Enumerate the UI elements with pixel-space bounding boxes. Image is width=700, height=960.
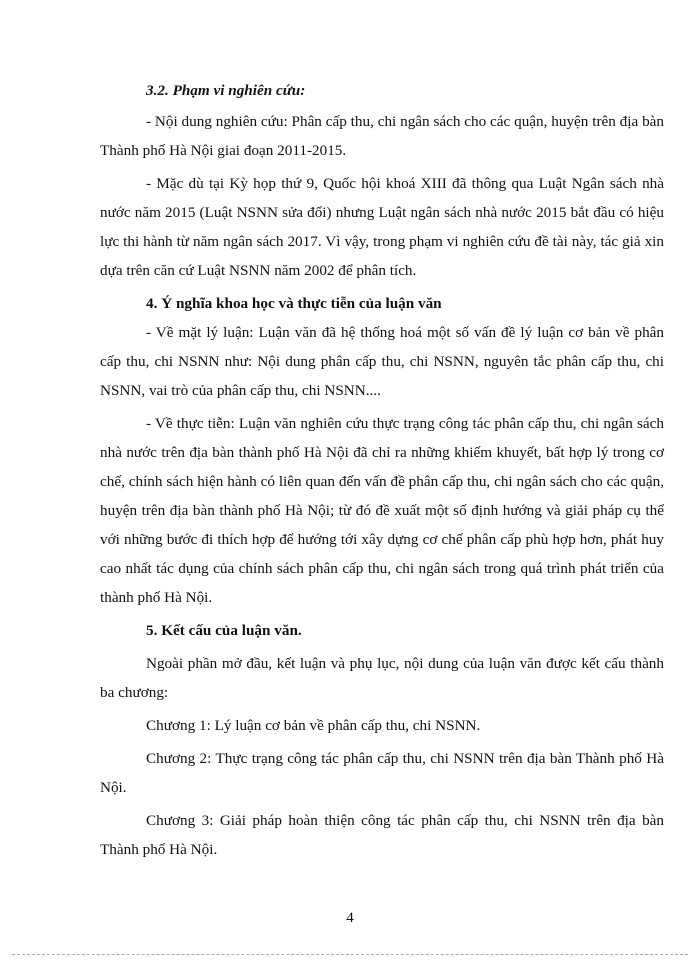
chapter-1: Chương 1: Lý luận cơ bản về phân cấp thu, chi NSNN. <box>146 717 481 734</box>
chapter-2: Chương 2: Thực trạng công tác phân cấp thu, chi NSNN trên địa bàn Thành phố Hà Nội. <box>100 750 664 796</box>
section-5-heading: 5. Kết cấu của luận văn. <box>146 622 302 639</box>
page-number: 4 <box>346 910 354 926</box>
section-4-heading: 4. Ý nghĩa khoa học và thực tiễn của luận văn <box>146 295 442 312</box>
paragraph-practice: - Về thực tiễn: Luận văn nghiên cứu thực trạng công tác phân cấp thu, chi ngân sách nhà nước trên địa bàn thành phố Hà Nội đã chỉ ra những khiếm khuyết, bất hợp lý trong cơ chế, chính sách hiện hành có liên quan đến vấn đề phân cấp thu, chi ngân sách cho các quận, huyện trên địa bàn thành phố Hà Nội; từ đó đề xuất một số định hướng và giải pháp cụ thể với những bước đi thích hợp để hướng tới xây dựng cơ chế phân cấp phù hợp hơn, phát huy cao nhất tác dụng của chính sách phân cấp thu, chi ngân sách trong quá trình phát triển của thành phố Hà Nội. <box>100 415 664 606</box>
section-3-2-heading: 3.2. Phạm vi nghiên cứu: <box>146 82 306 99</box>
page-body <box>100 76 664 864</box>
paragraph-law-note: - Mặc dù tại Kỳ họp thứ 9, Quốc hội khoá XIII đã thông qua Luật Ngân sách nhà nước năm 2015 (Luật NSNN sửa đổi) nhưng Luật ngân sách nhà nước 2015 bắt đầu có hiệu lực thi hành từ năm ngân sách 2017. Vì vậy, trong phạm vi nghiên cứu đề tài này, tác giả xin dựa trên căn cứ Luật NSNN năm 2002 để phân tích. <box>100 175 664 279</box>
page-bottom-divider <box>12 954 688 955</box>
paragraph-research-content: - Nội dung nghiên cứu: Phân cấp thu, chi ngân sách cho các quận, huyện trên địa bàn Thành phố Hà Nội giai đoạn 2011-2015. <box>100 113 664 159</box>
paragraph-theory: - Về mặt lý luận: Luận văn đã hệ thống hoá một số vấn đề lý luận cơ bản về phân cấp thu, chi NSNN như: Nội dung phân cấp thu, chi NSNN, nguyên tắc phân cấp thu, chi NSNN, vai trò của phân cấp thu, chi NSNN.... <box>100 324 664 399</box>
chapter-3: Chương 3: Giải pháp hoàn thiện công tác phân cấp thu, chi NSNN trên địa bàn Thành phố Hà Nội. <box>100 812 664 858</box>
paragraph-structure: Ngoài phần mở đầu, kết luận và phụ lục, nội dung của luận văn được kết cấu thành ba chương: <box>100 655 664 701</box>
